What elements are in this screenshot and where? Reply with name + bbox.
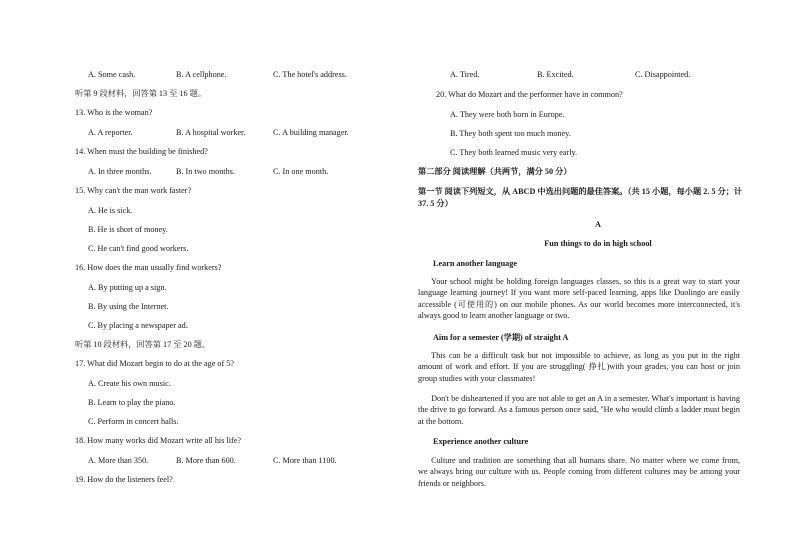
question-15: 15. Why can't the man work faster?	[75, 186, 192, 195]
q13-option-a: A. A reporter.	[88, 128, 133, 137]
section-10-heading: 听第 10 段材料，回答第 17 至 20 题。	[75, 340, 211, 349]
passage-title: Fun things to do in high school	[544, 239, 652, 248]
passage-letter: A	[595, 220, 601, 229]
q20-option-c: C. They both learned music very early.	[450, 148, 578, 157]
q18-option-c: C. More than 1100.	[273, 456, 337, 465]
q12-option-b: B. A cellphone.	[176, 70, 227, 79]
q17-option-a: A. Create his own music.	[88, 379, 171, 388]
subheading-semester: Aim for a semester (学期) of straight A	[433, 333, 569, 342]
q15-option-b: B. He is short of money.	[88, 225, 168, 234]
subheading-learn-language: Learn another language	[433, 259, 518, 268]
q20-option-a: A. They were both born in Europe.	[450, 110, 565, 119]
paragraph-culture: Culture and tradition are something that all humans share. No matter where we come from, we always bring our culture with us. People coming from different cultures may be among your friends or neighbors.	[418, 456, 740, 488]
section-9-heading: 听第 9 段材料，回答第 13 至 16 题。	[75, 89, 207, 98]
question-17: 17. What did Mozart begin to do at the age of 5?	[75, 359, 235, 368]
q18-option-b: B. More than 600.	[176, 456, 236, 465]
paragraph-disheartened: Don't be disheartened if you are not able to get an A in a semester. What's important is having the drive to go forward. As a famous person once said, "He who would climb a ladder must begin at the bottom.	[418, 394, 740, 426]
q16-option-c: C. By placing a newspaper ad.	[88, 321, 188, 330]
subheading-culture: Experience another culture	[433, 437, 529, 446]
q16-option-a: A. By putting up a sign.	[88, 283, 167, 292]
q20-option-b: B. They both spent too much money.	[450, 129, 571, 138]
part-2-heading: 第二部分 阅读理解（共两节，满分 50 分）	[418, 167, 572, 176]
q18-option-a: A. More than 350.	[88, 456, 149, 465]
q15-option-a: A. He is sick.	[88, 206, 133, 215]
q17-option-c: C. Perform in concert halls.	[88, 417, 179, 426]
question-20: 20. What do Mozart and the performer have in common?	[436, 90, 623, 99]
q14-option-c: C. In one month.	[273, 167, 329, 176]
q12-option-c: C. The hotel's address.	[273, 70, 347, 79]
q16-option-b: B. By using the Internet.	[88, 302, 169, 311]
q19-option-c: C. Disappointed.	[635, 70, 691, 79]
question-18: 18. How many works did Mozart write all his life?	[75, 436, 241, 445]
q15-option-c: C. He can't find good workers.	[88, 244, 189, 253]
question-16: 16. How does the man usually find workers?	[75, 263, 222, 272]
q19-option-a: A. Tired.	[450, 70, 480, 79]
paragraph-learn-language: Your school might be holding foreign languages classes, so this is a great way to start your language learning journey! If you want more self-paced learning, apps like Duolingo are easily accessible (可使用的) on our mobile phones. As our world becomes more interconnected, it's always good to learn another language or two.	[418, 277, 740, 321]
q12-option-a: A. Some cash.	[88, 70, 136, 79]
question-14: 14. When must the building be finished?	[75, 147, 208, 156]
q19-option-b: B. Excited.	[537, 70, 574, 79]
question-19: 19. How do the listeners feel?	[75, 475, 173, 484]
section-1-instructions-cont: 37. 5 分）	[418, 199, 453, 208]
question-13: 13. Who is the woman?	[75, 108, 153, 117]
q14-option-a: A. In three months.	[88, 167, 152, 176]
paragraph-semester: This can be a difficult task but not impossible to achieve, as long as you put in the right amount of work and effort. If you are struggling( 挣扎)with your grades, you can host or join group studies with your classmates!	[418, 351, 740, 383]
q17-option-b: B. Learn to play the piano.	[88, 398, 176, 407]
section-1-instructions: 第一节 阅读下列短文，从 ABCD 中选出问题的最佳答案。（共 15 小题，每小题 2. 5 分；计	[418, 187, 743, 196]
q14-option-b: B. In two months.	[176, 167, 235, 176]
q13-option-c: C. A building manager.	[273, 128, 349, 137]
q13-option-b: B. A hospital worker.	[176, 128, 246, 137]
